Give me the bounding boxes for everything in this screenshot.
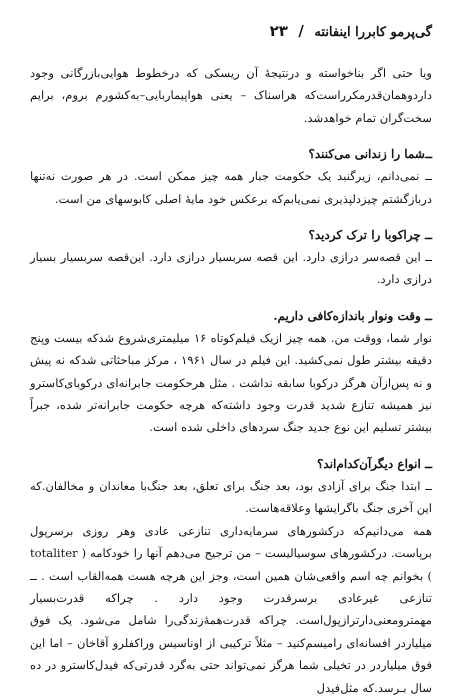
- page-number: ۲۳: [269, 22, 288, 40]
- header-separator: /: [298, 22, 304, 40]
- answer-paragraph: همه می‌دانیم‌که درکشورهای سرمایه‌داری تنازعی عادی وهر روزی برسرپول برپاست. درکشورهای سوسیالیست – من ترجیح می‌دهم آنها را خودکامه ( totaliter ) بخوانم چه اسم واقعی‌شان همین است، وجز این هرچه هست همه‌القاب است . ــ تنازعی غیرعادی برسرقدرت وجود دارد . چراکه قدرت‌بسیار مهمترومعنی‌دارتر‌ازپول‌است. چراکه قدرت‌همهٔ‌زندگی‌را شامل می‌شود. یک فوق میلیاردر افسانه‌ای رامیسم‌کنید – مثلاً ترکیبی از اوناسیس ورا‌کفلرو آقاخان – اما این فوق میلیاردر در تخیلی شما هرگز نمی‌تواند حتی به‌گرد قدرتی‌که فیدل‌کاسترو در ده سال بـرسد.که مثل‌فیدل: [30, 523, 432, 695]
- answer-paragraph: نوار شما، ووقت من. همه چیز ازیک فیلم‌کوتاه ۱۶ میلیمتری‌شروع شدکه بیست وپنج دقیقه بیشتر طول نمی‌کشید. این فیلم در سال ۱۹۶۱ ، مرکز مباحثاتی شدکه نه پیش و نه پس‌ازآن هرگز درکوبا سابقه نداشت . مثل هرحکومت جابرانه‌ای درکوبای‌کاسترو نیز همیشه تنازع شدید قدرت وجود داشته‌که هرچه حکومت جابرانه‌تر شده، جبراً بیشتر تسلیم این نوع جدید جنگ سردهای داخلی شده است.: [30, 330, 432, 435]
- answer-paragraph: ــ این قصه‌سر درازی دارد. این قصه سربسیار درازی دارد. این‌قصه سربسیار بسیار درازی دارد.: [30, 250, 432, 287]
- question-heading: ــ چراکوبا را ترک کردید؟: [308, 228, 432, 243]
- question-heading: ــ انواع دیگرآن‌کدام‌اند؟: [317, 456, 432, 471]
- answer-paragraph: ــ ابتدا جنگ برای آزادی بود، بعد جنگ برای تعلق، بعد جنگ‌با معاندان و مخالفان.که این آخری جنگ باگرایشها وعلاقه‌هاست.: [30, 478, 432, 516]
- book-title: گی‌پرمو کابررا اینفانته: [314, 25, 432, 40]
- question-heading: ــ وقت ونوار باندازه‌کافی داریم.: [273, 308, 432, 323]
- question-heading: ــ‌شما را زندانی می‌کنند؟: [308, 147, 432, 162]
- paragraph: ویا حتی اگر بناخواسته و درنتیجهٔ آن ریسکی که درخطوط هوایی‌بازرگانی وجود دارد‌وهمان‌قدر‌مکرراست‌که هراسناک – یعنی هواپیماربایی–به‌کشورم بروم، برایم سخت‌گران تمام خواهدشد.: [30, 66, 432, 125]
- running-header: [30, 22, 432, 48]
- body-text: [30, 62, 432, 699]
- answer-paragraph: ــ نمی‌دانم، زیرگنبد یک حکومت جبار همه چیز ممکن است. در هر صورت نه‌تنها دربازگشتم چیزدلپذیری نمی‌یابم‌که برعکس خود مایهٔ اصلی کابوسهای من است.: [30, 169, 432, 206]
